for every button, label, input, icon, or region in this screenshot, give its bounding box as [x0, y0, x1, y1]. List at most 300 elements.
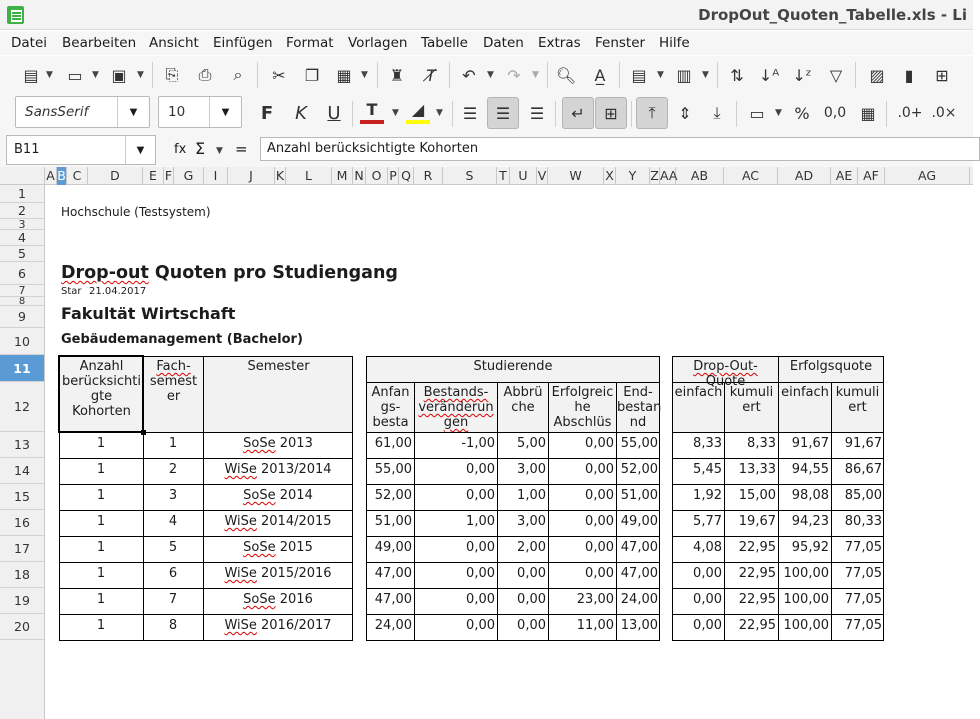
row-header[interactable]: 16	[0, 510, 44, 536]
header-dropout-quote: Drop-Out- Quote	[693, 359, 758, 389]
table-cell[interactable]: 47,00	[620, 566, 658, 581]
table-cell[interactable]: 86,67	[844, 462, 882, 477]
row-header[interactable]: 20	[0, 614, 44, 640]
table-cell[interactable]: 100,00	[783, 618, 829, 633]
table-cell[interactable]: 77,05	[844, 540, 882, 555]
table-cell[interactable]: 23,00	[576, 592, 614, 607]
col-header-g[interactable]: G	[174, 167, 204, 185]
row-dropdown-icon[interactable]: ▼	[657, 70, 664, 80]
header-dropout-kumuliert: kumuli ert	[729, 385, 774, 415]
currency-dropdown-icon[interactable]: ▼	[775, 108, 782, 118]
cell-cursor	[58, 355, 144, 433]
copy-icon[interactable]: ❐	[304, 65, 320, 85]
institution-label: Hochschule (Testsystem)	[61, 205, 211, 219]
table-cell[interactable]: SoSe 2015	[243, 540, 313, 555]
gridline	[672, 510, 884, 511]
row-header[interactable]: 3	[0, 219, 44, 230]
table-cell[interactable]: 1	[168, 436, 178, 451]
row-header[interactable]: 14	[0, 458, 44, 484]
stand-date: 21.04.2017	[89, 286, 147, 297]
header-bestandsveraenderungen: Bestands- veränderun gen	[418, 385, 494, 430]
row-header[interactable]: 18	[0, 562, 44, 588]
row-header[interactable]: 10	[0, 328, 44, 355]
date-format-icon[interactable]: ▦	[860, 103, 876, 123]
separator	[377, 62, 378, 88]
gridline	[59, 536, 353, 537]
header-dropout-einfach: einfach	[674, 385, 723, 400]
fill-handle[interactable]	[141, 430, 146, 435]
table-cell[interactable]: 1	[96, 592, 106, 607]
gridline	[497, 382, 498, 641]
table-cell[interactable]: 19,67	[738, 514, 776, 529]
italic-icon[interactable]: K	[295, 102, 307, 124]
table-cell[interactable]: 8	[168, 618, 178, 633]
row-headers	[0, 185, 45, 719]
spelling-icon[interactable]: A̲	[594, 65, 606, 85]
table-cell[interactable]: 5,77	[693, 514, 722, 529]
col-header-u[interactable]: U	[510, 167, 537, 185]
table-cell[interactable]: 1	[96, 540, 106, 555]
row-header[interactable]: 1	[0, 185, 44, 203]
menu-hilfe[interactable]: Hilfe	[659, 35, 690, 51]
faculty-heading: Fakultät Wirtschaft	[61, 304, 236, 323]
underline-icon[interactable]: U	[327, 102, 341, 124]
insert-image-icon[interactable]: ▨	[869, 65, 885, 85]
table-cell[interactable]: 4,08	[693, 540, 722, 555]
table-cell[interactable]: 61,00	[374, 436, 412, 451]
table-cell[interactable]: 0,00	[585, 462, 614, 477]
add-decimal-icon[interactable]: .0+	[897, 105, 923, 121]
highlight-dropdown-icon[interactable]: ▼	[436, 108, 443, 118]
col-header-a[interactable]: A	[45, 167, 57, 185]
gridline	[672, 614, 884, 615]
name-box-value: B11	[14, 142, 40, 157]
gridline	[366, 588, 660, 589]
menu-vorlagen[interactable]: Vorlagen	[348, 35, 408, 51]
table-cell[interactable]: 0,00	[517, 618, 546, 633]
separator	[257, 62, 258, 88]
table-cell[interactable]: 2,00	[517, 540, 546, 555]
table-cell[interactable]: 80,33	[844, 514, 882, 529]
col-header-r[interactable]: R	[414, 167, 443, 185]
table-cell[interactable]: 22,95	[738, 566, 776, 581]
table-cell[interactable]: 3,00	[517, 514, 546, 529]
row-header[interactable]: 17	[0, 536, 44, 562]
table-cell[interactable]: 51,00	[374, 514, 412, 529]
row-icon[interactable]: ▤	[631, 65, 647, 85]
col-header-o[interactable]: O	[366, 167, 388, 185]
gridline	[366, 640, 660, 641]
save-icon[interactable]: ▣	[111, 65, 127, 85]
header-abbrueche: Abbrü che	[503, 385, 543, 415]
table-cell[interactable]: 8,33	[693, 436, 722, 451]
column-icon[interactable]: ▥	[676, 65, 692, 85]
table-cell[interactable]: 77,05	[844, 618, 882, 633]
menu-bearbeiten[interactable]: Bearbeiten	[62, 35, 137, 51]
table-cell[interactable]: 1	[96, 436, 106, 451]
table-cell[interactable]: 0,00	[693, 566, 722, 581]
table-cell[interactable]: 47,00	[374, 566, 412, 581]
undo-dropdown-icon[interactable]: ▼	[487, 70, 494, 80]
separator	[855, 62, 856, 88]
table-cell[interactable]: 95,92	[791, 540, 829, 555]
table-cell[interactable]: 1	[96, 618, 106, 633]
column-dropdown-icon[interactable]: ▼	[702, 70, 709, 80]
table-cell[interactable]: 7	[168, 592, 178, 607]
stand-label: Star	[61, 286, 82, 297]
separator	[717, 62, 718, 88]
clear-formatting-icon[interactable]: T̸	[426, 65, 436, 85]
table-cell[interactable]: 3,00	[517, 462, 546, 477]
header-semester: Semester	[247, 359, 310, 374]
table-cell[interactable]: 0,00	[466, 462, 495, 477]
menu-extras[interactable]: Extras	[538, 35, 581, 51]
col-header-c[interactable]: C	[67, 167, 88, 185]
gridline	[672, 484, 884, 485]
table-cell[interactable]: 77,05	[844, 566, 882, 581]
sheet-title: Drop-out Quoten pro Studiengang	[61, 263, 398, 283]
table-cell[interactable]: 55,00	[620, 436, 658, 451]
table-cell[interactable]: 5	[168, 540, 178, 555]
table-cell[interactable]: 0,00	[585, 540, 614, 555]
table-cell[interactable]: WiSe 2013/2014	[224, 462, 332, 477]
col-header-f[interactable]: F	[164, 168, 173, 183]
header-fachsemester: Fach- semest er	[149, 359, 198, 404]
font-name-value: SansSerif	[25, 104, 89, 120]
export-pdf-icon[interactable]: ⎘	[165, 65, 179, 84]
table-cell[interactable]: 91,67	[844, 436, 882, 451]
table-cell[interactable]: 0,00	[466, 540, 495, 555]
menu-bar	[0, 31, 973, 55]
sum-dropdown-icon[interactable]: ▼	[216, 146, 223, 156]
table-cell[interactable]: 24,00	[374, 618, 412, 633]
header-erfolg-einfach: einfach	[781, 385, 829, 400]
header-anfangsbestand: Anfan gs- besta	[371, 385, 410, 430]
gridline	[366, 562, 660, 563]
table-cell[interactable]: 1	[96, 514, 106, 529]
highlight-color-icon[interactable]: ◢	[406, 98, 430, 124]
calc-app-icon	[7, 6, 24, 24]
chevron-down-icon[interactable]: ▼	[209, 97, 241, 127]
table-cell[interactable]: 5,45	[693, 462, 722, 477]
table-cell[interactable]: -1,00	[461, 436, 495, 451]
align-top-icon[interactable]: ⤒	[636, 97, 668, 129]
table-cell[interactable]: 0,00	[585, 514, 614, 529]
number-format-icon[interactable]: 0,0	[823, 105, 847, 121]
align-left-icon[interactable]: ☰	[462, 103, 478, 123]
font-name-box[interactable]	[15, 96, 150, 128]
table-cell[interactable]: 22,95	[738, 618, 776, 633]
currency-format-icon[interactable]: ▭	[749, 103, 765, 123]
gridline	[59, 640, 353, 641]
paste-dropdown-icon[interactable]: ▼	[361, 70, 368, 80]
table-cell[interactable]: 2	[168, 462, 178, 477]
table-cell[interactable]: 0,00	[693, 592, 722, 607]
sheet-grid[interactable]	[45, 185, 973, 719]
table-cell[interactable]: 85,00	[844, 488, 882, 503]
col-header-n[interactable]: N	[353, 167, 366, 185]
align-bottom-icon[interactable]: ⤓	[713, 103, 721, 122]
sort-ascending-icon[interactable]: ↓ᴬ	[758, 65, 780, 85]
table-cell[interactable]: SoSe 2014	[243, 488, 313, 503]
row-header[interactable]: 13	[0, 432, 44, 458]
table-cell[interactable]: 11,00	[576, 618, 614, 633]
chevron-down-icon[interactable]: ▼	[125, 136, 155, 164]
table-cell[interactable]: 52,00	[374, 488, 412, 503]
undo-icon[interactable]: ↶	[462, 65, 476, 85]
separator	[886, 101, 887, 127]
table-cell[interactable]: 0,00	[693, 618, 722, 633]
separator	[736, 101, 737, 127]
table-cell[interactable]: 94,23	[791, 514, 829, 529]
col-header-m[interactable]: M	[332, 167, 353, 185]
table-cell[interactable]: SoSe 2016	[243, 592, 313, 607]
merge-cells-icon[interactable]: ⊞	[595, 97, 627, 129]
table-cell[interactable]: 55,00	[374, 462, 412, 477]
col-header-ad[interactable]: AD	[778, 167, 831, 185]
gridline	[366, 614, 660, 615]
gridline	[59, 458, 353, 459]
sum-icon[interactable]: Σ	[195, 139, 206, 158]
table-cell[interactable]: 0,00	[466, 566, 495, 581]
gridline	[672, 536, 884, 537]
table-cell[interactable]: 0,00	[585, 436, 614, 451]
formula-bar	[0, 133, 973, 167]
font-color-icon[interactable]: T	[360, 98, 384, 124]
menu-einfuegen[interactable]: Einfügen	[213, 35, 273, 51]
table-cell[interactable]: 22,95	[738, 540, 776, 555]
gridline	[366, 484, 660, 485]
table-cell[interactable]: 98,08	[791, 488, 829, 503]
header-studierende: Studierende	[473, 359, 553, 374]
gridline	[366, 458, 660, 459]
menu-format[interactable]: Format	[286, 35, 334, 51]
col-header-p[interactable]: P	[388, 167, 399, 185]
col-header-q[interactable]: Q	[399, 167, 414, 185]
font-size-value: 10	[168, 104, 186, 120]
separator	[452, 101, 453, 127]
header-kohorten[interactable]: Anzahl berücksichti gte Kohorten	[62, 359, 141, 419]
gridline	[203, 356, 204, 641]
table-cell[interactable]: 94,55	[791, 462, 829, 477]
pivot-table-icon[interactable]: ⊞	[935, 65, 949, 85]
col-header-t[interactable]: T	[497, 167, 510, 185]
chevron-down-icon[interactable]: ▼	[117, 97, 149, 127]
table-cell[interactable]: 91,67	[791, 436, 829, 451]
row-header[interactable]: 8	[0, 297, 44, 306]
table-cell[interactable]: 1,92	[693, 488, 722, 503]
save-dropdown-icon[interactable]: ▼	[137, 70, 144, 80]
table-cell[interactable]: 100,00	[783, 566, 829, 581]
row-header[interactable]: 19	[0, 588, 44, 614]
redo-dropdown-icon[interactable]: ▼	[532, 70, 539, 80]
header-erfolgsquote: Erfolgsquote	[789, 359, 873, 374]
redo-icon[interactable]: ↷	[507, 65, 521, 85]
align-middle-icon[interactable]: ⇕	[678, 103, 692, 123]
find-replace-icon[interactable]: 🔍︎	[555, 65, 577, 85]
title-bar	[0, 0, 973, 30]
header-erfolgreiche-abschluesse: Erfolgreic he Abschlüs	[551, 385, 614, 430]
table-cell[interactable]: 47,00	[620, 540, 658, 555]
autofilter-icon[interactable]: ▽	[829, 65, 843, 85]
col-header-z[interactable]: Z	[650, 168, 659, 183]
name-box[interactable]	[6, 135, 156, 165]
table-cell[interactable]: 1,00	[517, 488, 546, 503]
formula-icon[interactable]: =	[235, 140, 248, 158]
table-cell[interactable]: 22,95	[738, 592, 776, 607]
formula-input[interactable]	[260, 137, 980, 161]
standard-toolbar	[0, 56, 973, 94]
table-cell[interactable]: 4	[168, 514, 178, 529]
wrap-text-icon[interactable]: ↵	[562, 97, 594, 129]
menu-datei[interactable]: Datei	[11, 35, 48, 51]
col-header-i[interactable]: I	[204, 167, 228, 185]
select-all-corner[interactable]	[0, 167, 45, 185]
table-cell[interactable]: 0,00	[466, 488, 495, 503]
row-header[interactable]: 4	[0, 230, 44, 246]
program-heading: Gebäudemanagement (Bachelor)	[61, 332, 303, 347]
table-cell[interactable]: 52,00	[620, 462, 658, 477]
table-cell[interactable]: 0,00	[517, 592, 546, 607]
gridline	[672, 562, 884, 563]
print-icon[interactable]: ⎙	[198, 65, 212, 84]
gridline	[724, 382, 725, 641]
new-document-icon[interactable]: ▤	[23, 65, 39, 85]
row-header[interactable]: 5	[0, 246, 44, 262]
col-header-y[interactable]: Y	[616, 167, 650, 185]
table-cell[interactable]: 15,00	[738, 488, 776, 503]
menu-daten[interactable]: Daten	[483, 35, 524, 51]
col-header-v[interactable]: V	[537, 168, 547, 183]
cut-icon[interactable]: ✂	[272, 65, 286, 85]
gridline	[59, 510, 353, 511]
clone-formatting-icon[interactable]: ♜	[389, 65, 405, 85]
column-headers	[0, 167, 973, 185]
font-color-dropdown-icon[interactable]: ▼	[392, 108, 399, 118]
insert-chart-icon[interactable]: ▮	[904, 65, 914, 85]
table-cell[interactable]: 24,00	[620, 592, 658, 607]
table-cell[interactable]: 47,00	[374, 592, 412, 607]
col-header-af[interactable]: AF	[858, 167, 885, 185]
table-cell[interactable]: 1	[96, 566, 106, 581]
separator	[555, 101, 556, 127]
row-header[interactable]: 11	[0, 355, 44, 382]
separator	[631, 101, 632, 127]
table-cell[interactable]: 0,00	[585, 488, 614, 503]
separator	[352, 101, 353, 127]
separator	[619, 62, 620, 88]
remove-decimal-icon[interactable]: .0×	[931, 105, 957, 121]
table-cell[interactable]: 49,00	[374, 540, 412, 555]
print-preview-icon[interactable]: ⌕	[233, 65, 243, 84]
separator	[449, 62, 450, 88]
col-header-w[interactable]: W	[548, 167, 604, 185]
col-header-e[interactable]: E	[143, 167, 164, 185]
gridline	[59, 588, 353, 589]
gridline	[59, 614, 353, 615]
menu-fenster[interactable]: Fenster	[595, 35, 646, 51]
percent-format-icon[interactable]: %	[794, 103, 810, 123]
header-erfolg-kumuliert: kumuli ert	[835, 385, 880, 415]
open-folder-icon[interactable]: ▭	[67, 65, 83, 85]
gridline	[672, 640, 884, 641]
align-center-icon[interactable]: ☰	[487, 97, 519, 129]
table-cell[interactable]: 51,00	[620, 488, 658, 503]
row-header[interactable]: 9	[0, 306, 44, 328]
separator	[152, 62, 153, 88]
table-cell[interactable]: 13,00	[620, 618, 658, 633]
table-cell[interactable]: WiSe 2014/2015	[224, 514, 332, 529]
table-cell[interactable]: 5,00	[517, 436, 546, 451]
align-right-icon[interactable]: ☰	[529, 103, 545, 123]
col-header-b[interactable]: B	[57, 168, 66, 183]
col-header-ag[interactable]: AG	[885, 167, 970, 185]
header-endbestand: End- bestan nd	[617, 385, 662, 430]
col-header-ae[interactable]: AE	[831, 167, 858, 185]
separator	[547, 62, 548, 88]
table-cell[interactable]: 1	[96, 488, 106, 503]
row-header[interactable]: 12	[0, 382, 44, 432]
col-header-k[interactable]: K	[275, 168, 285, 183]
table-cell[interactable]: 0,00	[585, 566, 614, 581]
table-cell[interactable]: 8,33	[747, 436, 776, 451]
table-cell[interactable]: SoSe 2013	[243, 436, 313, 451]
gridline	[59, 484, 353, 485]
col-header-d[interactable]: D	[88, 167, 143, 185]
open-dropdown-icon[interactable]: ▼	[92, 70, 99, 80]
paste-icon[interactable]: ▦	[336, 65, 352, 85]
menu-tabelle[interactable]: Tabelle	[421, 35, 468, 51]
table-cell[interactable]: 3	[168, 488, 178, 503]
row-header[interactable]: 7	[0, 285, 44, 297]
table-cell[interactable]: 0,00	[517, 566, 546, 581]
window-title: DropOut_Quoten_Tabelle.xls - Li	[698, 6, 967, 24]
col-header-j[interactable]: J	[228, 167, 275, 185]
table-cell[interactable]: 1,00	[466, 514, 495, 529]
sort-descending-icon[interactable]: ↓ᶻ	[792, 65, 812, 85]
col-header-ab[interactable]: AB	[676, 167, 724, 185]
table-cell[interactable]: WiSe 2016/2017	[224, 618, 332, 633]
table-cell[interactable]: 77,05	[844, 592, 882, 607]
bold-icon[interactable]: F	[260, 102, 274, 124]
sort-icon[interactable]: ⇅	[730, 65, 744, 85]
row-header[interactable]: 15	[0, 484, 44, 510]
table-cell[interactable]: 6	[168, 566, 178, 581]
col-header-s[interactable]: S	[443, 167, 497, 185]
gridline	[59, 562, 353, 563]
font-size-box[interactable]	[158, 96, 242, 128]
col-header-x[interactable]: X	[604, 167, 616, 185]
col-header-l[interactable]: L	[286, 167, 332, 185]
table-cell[interactable]: 0,00	[466, 592, 495, 607]
gridline	[366, 536, 660, 537]
function-wizard-icon[interactable]: fx	[174, 142, 187, 157]
table-cell[interactable]: 13,33	[738, 462, 776, 477]
formula-content: Anzahl berücksichtigte Kohorten	[267, 141, 479, 156]
table-cell[interactable]: 49,00	[620, 514, 658, 529]
table-cell[interactable]: 100,00	[783, 592, 829, 607]
menu-ansicht[interactable]: Ansicht	[149, 35, 199, 51]
gridline	[672, 588, 884, 589]
col-header-aa[interactable]: AA	[660, 168, 678, 183]
table-cell[interactable]: 0,00	[466, 618, 495, 633]
table-cell[interactable]: 1	[96, 462, 106, 477]
row-header[interactable]: 2	[0, 203, 44, 219]
row-header[interactable]: 6	[0, 262, 44, 285]
table-cell[interactable]: WiSe 2015/2016	[224, 566, 332, 581]
col-header-ac[interactable]: AC	[724, 167, 778, 185]
new-dropdown-icon[interactable]: ▼	[46, 70, 53, 80]
